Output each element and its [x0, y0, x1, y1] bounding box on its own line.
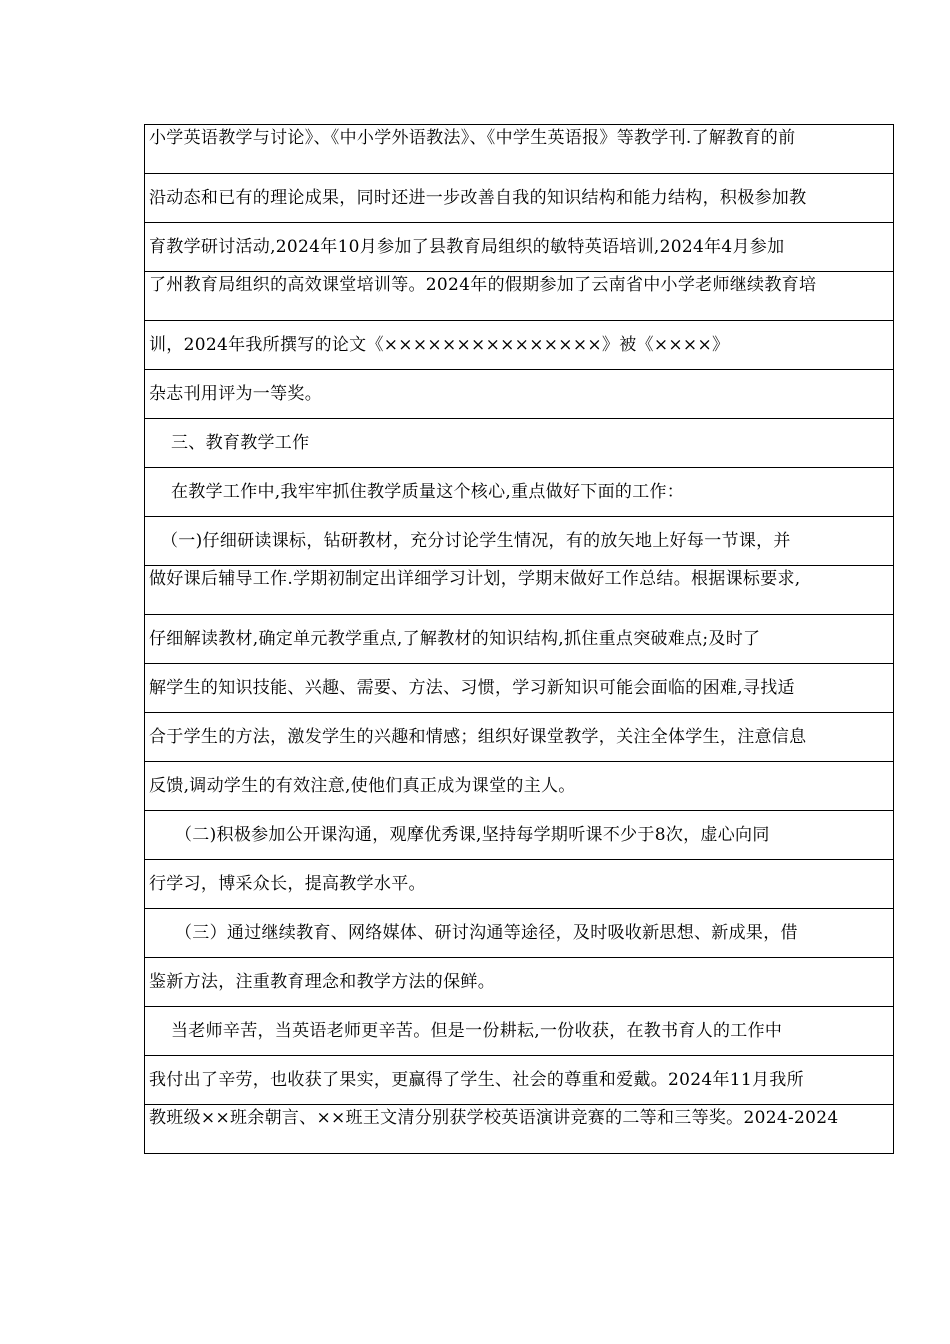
- text-row: 教班级××班余朝言、××班王文清分别获学校英语演讲竞赛的二等和三等奖。2024-2024: [145, 1105, 893, 1154]
- text-row: 做好课后辅导工作.学期初制定出详细学习计划，学期末做好工作总结。根据课标要求,: [145, 566, 893, 615]
- text-row: （三）通过继续教育、网络媒体、研讨沟通等途径，及时吸收新思想、新成果，借: [145, 909, 893, 958]
- text-row: 了州教育局组织的高效课堂培训等。2024年的假期参加了云南省中小学老师继续教育培: [145, 272, 893, 321]
- text-row: 杂志刊用评为一等奖。: [145, 370, 893, 419]
- text-row: 行学习，博采众长，提高教学水平。: [145, 860, 893, 909]
- text-row: （二)积极参加公开课沟通，观摩优秀课,坚持每学期听课不少于8次，虚心向同: [145, 811, 893, 860]
- text-row: 在教学工作中,我牢牢抓住教学质量这个核心,重点做好下面的工作：: [145, 468, 893, 517]
- section-heading: 三、教育教学工作: [145, 419, 893, 468]
- text-row: 沿动态和已有的理论成果，同时还进一步改善自我的知识结构和能力结构，积极参加教: [145, 174, 893, 223]
- text-row: 解学生的知识技能、兴趣、需要、方法、习惯，学习新知识可能会面临的困难,寻找适: [145, 664, 893, 713]
- text-row: （一)仔细研读课标，钻研教材，充分讨论学生情况，有的放矢地上好每一节课，并: [145, 517, 893, 566]
- text-row: 仔细解读教材,确定单元教学重点,了解教材的知识结构,抓住重点突破难点;及时了: [145, 615, 893, 664]
- text-row: 合于学生的方法，激发学生的兴趣和情感；组织好课堂教学，关注全体学生，注意信息: [145, 713, 893, 762]
- document-table: [144, 124, 894, 1154]
- text-row: 反馈,调动学生的有效注意,使他们真正成为课堂的主人。: [145, 762, 893, 811]
- text-row: 我付出了辛劳，也收获了果实，更赢得了学生、社会的尊重和爱戴。2024年11月我所: [145, 1056, 893, 1105]
- text-row: 育教学研讨活动,2024年10月参加了县教育局组织的敏特英语培训,2024年4月参加: [145, 223, 893, 272]
- text-row: 当老师辛苦，当英语老师更辛苦。但是一份耕耘,一份收获，在教书育人的工作中: [145, 1007, 893, 1056]
- text-row: 鉴新方法，注重教育理念和教学方法的保鲜。: [145, 958, 893, 1007]
- text-row: 训，2024年我所撰写的论文《×××××××××××××××》被《××××》: [145, 321, 893, 370]
- text-row: 小学英语教学与讨论》、《中小学外语教法》、《中学生英语报》等教学刊.了解教育的前: [145, 125, 893, 174]
